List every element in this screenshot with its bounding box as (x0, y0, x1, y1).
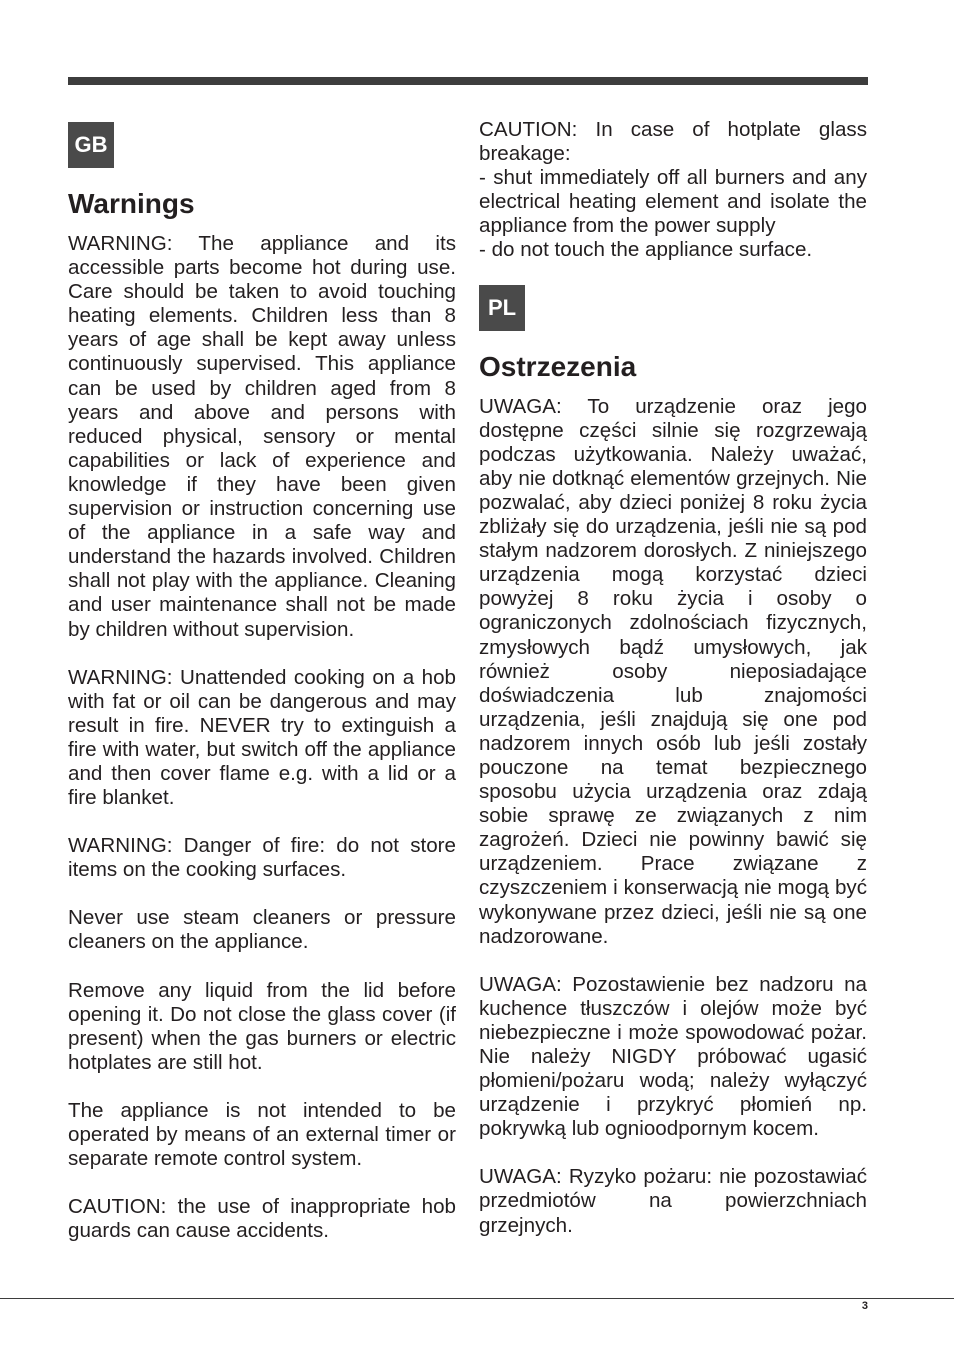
gb-paragraph-5: Remove any liquid from the lid before opening it. Do not close the glass cover (if present) when the gas burners or electric hotplates are still hot. (68, 978, 456, 1074)
gb-caution-intro: CAUTION: In case of hotplate glass breakage: (479, 118, 867, 166)
gb-column (68, 118, 456, 1243)
pl-paragraph-1: UWAGA: To urządzenie oraz jego dostępne części silnie się rozgrzewają podczas użytkowania. Należy uważać, aby nie dotknąć elementów grzejnych. Nie pozwalać, aby dzieci poniżej 8 roku życia zbliżały się do urządzenia, jeśli nie są pod stałym nadzorem dorosłych. Z niniejszego urządzenia mogą korzystać dzieci powyżej 8 roku życia i osoby o ograniczonych zdolnościach fizycznych, zmysłowych bądź umysłowych, jak również osoby nieposiadające doświadczenia lub znajomości urządzenia, jeśli znajdują się one pod nadzorem innych osób lub jeśli zostały pouczone na temat bezpiecznego sposobu użycia urządzenia oraz zdają sobie sprawę ze związanych z nim zagrożeń. Dzieci nie powinny bawić się urządzeniem. Prace związane z czyszczeniem i konserwacją nie mogą być wykonywane przez dzieci, jeśli nie są one nadzorowane. (479, 394, 867, 948)
gb-caution-item-1: - shut immediately off all burners and any electrical heating element and isolate the appliance from the power supply (479, 166, 867, 238)
pl-paragraph-2: UWAGA: Pozostawienie bez nadzoru na kuchence tłuszczów i olejów może być niebezpieczne i może spowodować pożar. Nie należy NIGDY próbować ugasić płomieni/pożaru wodą; należy wyłączyć urządzenie i przykryć płomień np. pokrywką lub ognioodpornym kocem. (479, 972, 867, 1141)
gb-paragraph-2: WARNING: Unattended cooking on a hob with fat or oil can be dangerous and may result in fire. NEVER try to extinguish a fire with water, but switch off the appliance and then cover flame e.g. with a lid or a fire blanket. (68, 665, 456, 810)
gb-caution-item-2: - do not touch the appliance surface. (479, 238, 813, 262)
gb-paragraph-1: WARNING: The appliance and its accessible parts become hot during use. Care should be taken to avoid touching heating elements. Children less than 8 years of age shall be kept away unless continuously supervised. This appliance can be used by children aged from 8 years and above and persons with reduced physical, sensory or mental capabilities or lack of experience and knowledge if they have been given supervision or instruction concerning use of the appliance in a safe way and understand the hazards involved. Children shall not play with the appliance. Cleaning and user maintenance shall not be made by children without supervision. (68, 232, 456, 641)
pl-paragraph-3: UWAGA: Ryzyko pożaru: nie pozostawiać przedmiotów na powierzchniach grzejnych. (479, 1165, 867, 1237)
right-column (479, 118, 867, 1238)
gb-paragraph-3: WARNING: Danger of fire: do not store items on the cooking surfaces. (68, 834, 456, 882)
pl-section-title: Ostrzezenia (479, 350, 637, 382)
top-rule (68, 77, 868, 85)
gb-paragraph-6: The appliance is not intended to be operated by means of an external timer or separate remote control system. (68, 1098, 456, 1171)
gb-section-title: Warnings (68, 188, 195, 219)
gb-paragraph-4: Never use steam cleaners or pressure cleaners on the appliance. (68, 906, 456, 954)
bottom-rule (0, 1298, 954, 1299)
page-number: 3 (861, 1300, 868, 1312)
gb-paragraph-7: CAUTION: the use of inappropriate hob guards can cause accidents. (68, 1195, 456, 1243)
pl-language-badge: PL (479, 285, 525, 331)
gb-language-badge: GB (68, 122, 114, 168)
